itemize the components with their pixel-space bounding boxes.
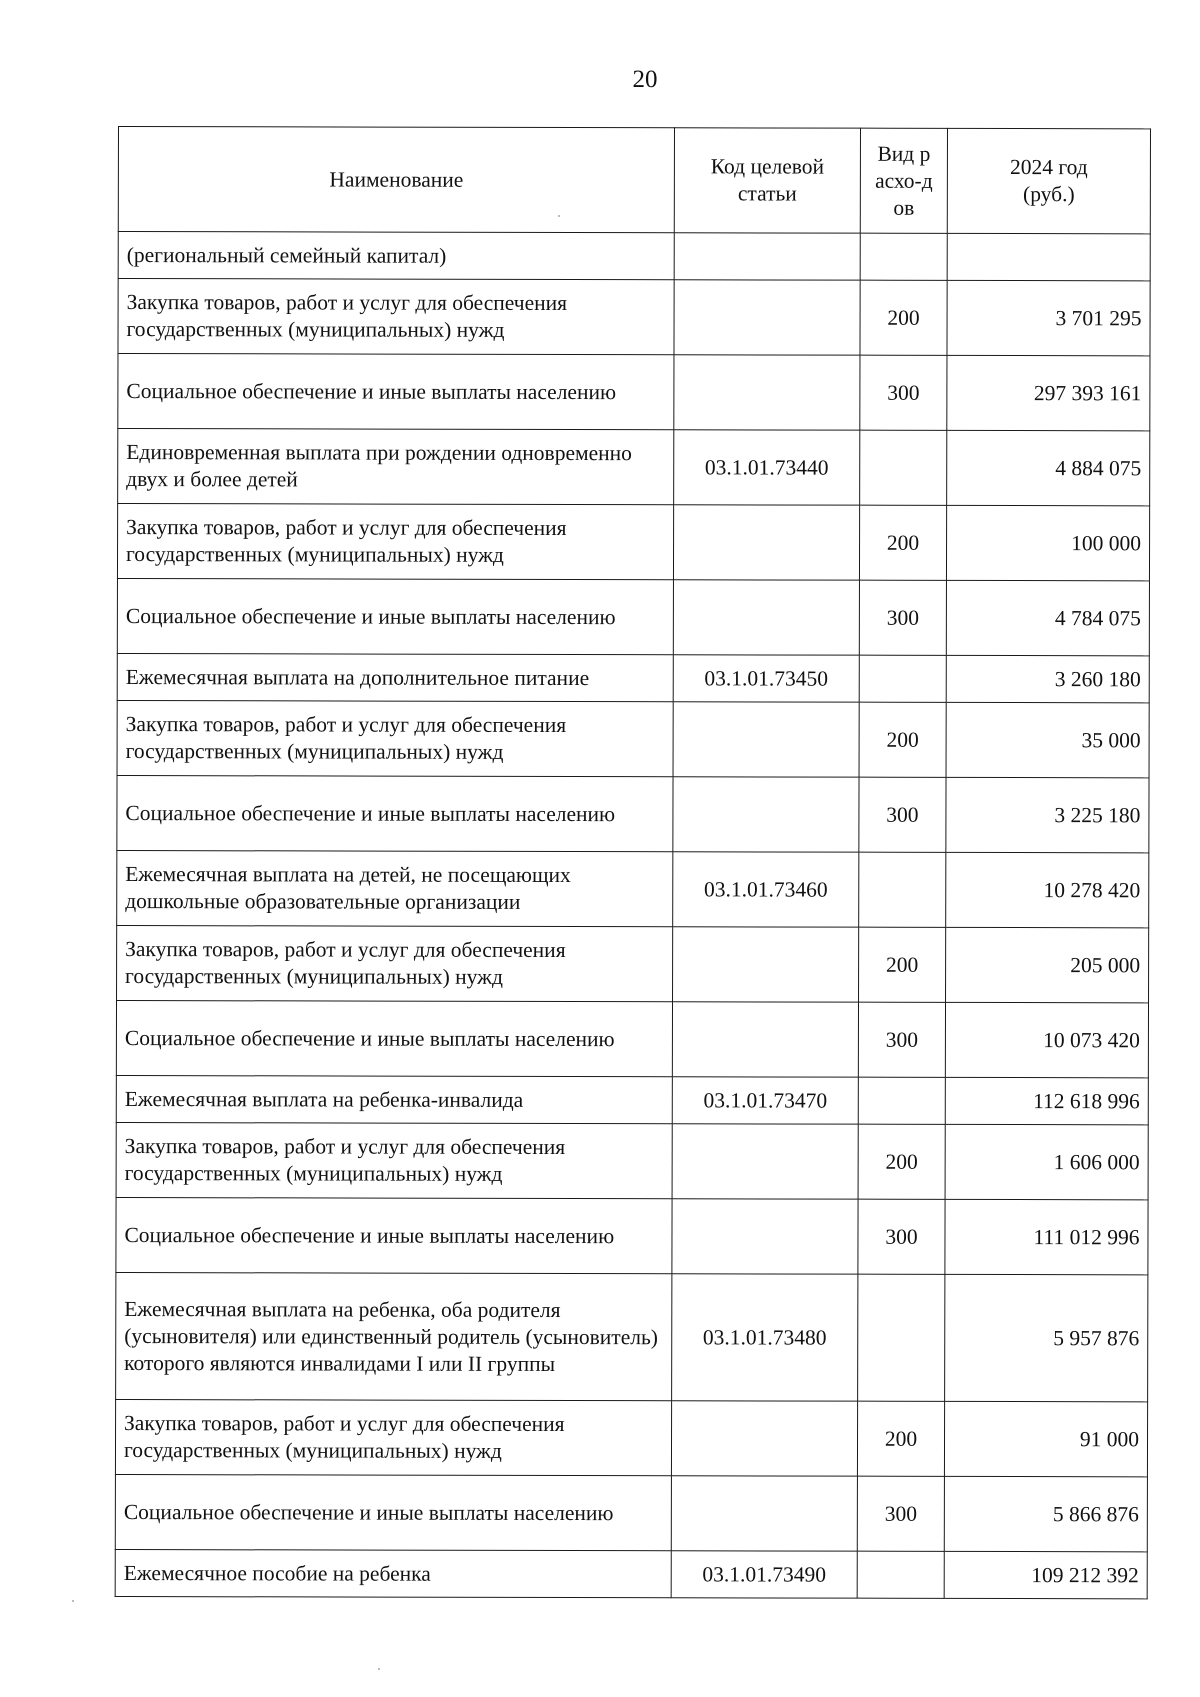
- row-code: 03.1.01.73470: [672, 1077, 858, 1124]
- header-code: [674, 128, 860, 233]
- row-kind: 200: [857, 1401, 944, 1476]
- row-amount: 112 618 996: [945, 1077, 1148, 1124]
- row-name: Закупка товаров, работ и услуг для обеспечения государственных (муниципальных) нужд: [118, 279, 674, 355]
- row-amount: 4 784 075: [946, 580, 1149, 655]
- row-amount: 91 000: [944, 1401, 1147, 1476]
- row-name: Ежемесячная выплата на дополнительное питание: [117, 653, 673, 701]
- scan-speck: [558, 215, 560, 217]
- row-code: 03.1.01.73490: [671, 1551, 857, 1598]
- row-kind: 300: [858, 1199, 945, 1274]
- row-code: [673, 505, 859, 580]
- header-amount-text: 2024 год (руб.): [1010, 155, 1088, 207]
- row-name: Ежемесячная выплата на ребенка, оба родителя (усыновителя) или единственный родитель (усыновитель) которого являются инвалидами I или II группы: [116, 1272, 672, 1400]
- header-kind-text: Вид расхо-дов: [875, 141, 933, 220]
- row-name: Ежемесячное пособие на ребенка: [115, 1549, 671, 1597]
- row-kind: 200: [859, 702, 946, 777]
- row-name: Закупка товаров, работ и услуг для обеспечения государственных (муниципальных) нужд: [117, 700, 673, 776]
- row-kind: [860, 233, 947, 280]
- row-amount: 10 073 420: [945, 1002, 1148, 1077]
- row-amount: 3 225 180: [946, 777, 1149, 852]
- row-name: Ежемесячная выплата на ребенка-инвалида: [116, 1075, 672, 1123]
- row-kind: 200: [860, 280, 947, 355]
- row-name: Закупка товаров, работ и услуг для обеспечения государственных (муниципальных) нужд: [117, 504, 673, 580]
- row-kind: [860, 430, 947, 505]
- table-row: [117, 850, 1149, 927]
- row-code: [673, 702, 859, 777]
- row-name: Закупка товаров, работ и услуг для обеспечения государственных (муниципальных) нужд: [115, 1399, 671, 1475]
- table-row: [118, 354, 1150, 431]
- row-kind: [857, 1551, 944, 1598]
- row-code: [672, 1124, 858, 1199]
- row-name: Социальное обеспечение и иные выплаты населению: [117, 579, 673, 655]
- budget-table: [115, 126, 1151, 1599]
- table-row: [117, 700, 1149, 777]
- row-amount: 111 012 996: [945, 1199, 1148, 1274]
- scan-speck: [72, 1600, 74, 1602]
- row-kind: [859, 852, 946, 927]
- table-row: [115, 1474, 1147, 1551]
- row-code: [674, 355, 860, 430]
- row-name: Единовременная выплата при рождении одновременно двух и более детей: [118, 429, 674, 505]
- table-header-row: [118, 127, 1150, 234]
- table-row: [117, 653, 1149, 702]
- table-row: [118, 279, 1150, 356]
- table-row: [117, 775, 1149, 852]
- table-row: [115, 1549, 1147, 1598]
- row-name: (региональный семейный капитал): [118, 232, 674, 280]
- row-code: [673, 927, 859, 1002]
- row-amount: 5 866 876: [944, 1476, 1147, 1551]
- table-row: [115, 1399, 1147, 1476]
- row-name: Социальное обеспечение и иные выплаты населению: [118, 354, 674, 430]
- row-code: [673, 580, 859, 655]
- row-kind: 200: [859, 505, 946, 580]
- table-row: [117, 579, 1149, 656]
- row-amount: 3 701 295: [947, 280, 1150, 355]
- row-name: Социальное обеспечение и иные выплаты населению: [115, 1474, 671, 1550]
- table-row: [116, 1272, 1148, 1401]
- row-amount: 205 000: [946, 927, 1149, 1002]
- row-kind: 300: [859, 777, 946, 852]
- row-amount: 100 000: [946, 505, 1149, 580]
- row-kind: [858, 1077, 945, 1124]
- table-row: [116, 1075, 1148, 1124]
- row-name: Закупка товаров, работ и услуг для обеспечения государственных (муниципальных) нужд: [116, 1122, 672, 1198]
- table-row: [117, 504, 1149, 581]
- row-kind: 300: [860, 355, 947, 430]
- row-amount: 1 606 000: [945, 1124, 1148, 1199]
- table-row: [116, 1000, 1148, 1077]
- header-code-text: Код целевой статьи: [710, 154, 825, 206]
- row-code: [671, 1401, 857, 1476]
- row-code: 03.1.01.73440: [674, 430, 860, 505]
- table-row: [117, 925, 1149, 1002]
- row-kind: 300: [858, 1002, 945, 1077]
- row-code: [672, 1199, 858, 1274]
- table-row: [118, 232, 1150, 281]
- row-code: [672, 1002, 858, 1077]
- row-name: Закупка товаров, работ и услуг для обеспечения государственных (муниципальных) нужд: [117, 925, 673, 1001]
- row-name: Социальное обеспечение и иные выплаты населению: [116, 1197, 672, 1273]
- row-code: 03.1.01.73450: [673, 655, 859, 702]
- row-amount: 10 278 420: [946, 852, 1149, 927]
- row-code: 03.1.01.73460: [673, 852, 859, 927]
- table-row: [116, 1197, 1148, 1274]
- scan-speck: [378, 1668, 380, 1670]
- row-kind: 200: [859, 927, 946, 1002]
- row-code: [671, 1476, 857, 1551]
- row-kind: [858, 1274, 945, 1401]
- header-kind: [860, 128, 947, 233]
- table-row: [116, 1122, 1148, 1199]
- row-kind: [859, 655, 946, 702]
- row-kind: 300: [857, 1476, 944, 1551]
- row-code: 03.1.01.73480: [672, 1274, 858, 1401]
- row-amount: [947, 233, 1150, 280]
- row-code: [674, 280, 860, 355]
- row-amount: 4 884 075: [947, 430, 1150, 505]
- header-name: Наименование: [118, 127, 674, 233]
- row-amount: 297 393 161: [947, 355, 1150, 430]
- row-code: [673, 777, 859, 852]
- table-row: [118, 429, 1150, 506]
- header-amount: [947, 128, 1150, 233]
- row-kind: 300: [859, 580, 946, 655]
- row-amount: 35 000: [946, 702, 1149, 777]
- row-name: Ежемесячная выплата на детей, не посещающих дошкольные образовательные организации: [117, 850, 673, 926]
- row-code: [674, 233, 860, 280]
- row-name: Социальное обеспечение и иные выплаты населению: [116, 1000, 672, 1076]
- row-amount: 5 957 876: [945, 1274, 1148, 1401]
- page-number: 20: [632, 66, 658, 93]
- row-amount: 3 260 180: [946, 655, 1149, 702]
- row-kind: 200: [858, 1124, 945, 1199]
- row-name: Социальное обеспечение и иные выплаты населению: [117, 775, 673, 851]
- row-amount: 109 212 392: [944, 1551, 1147, 1598]
